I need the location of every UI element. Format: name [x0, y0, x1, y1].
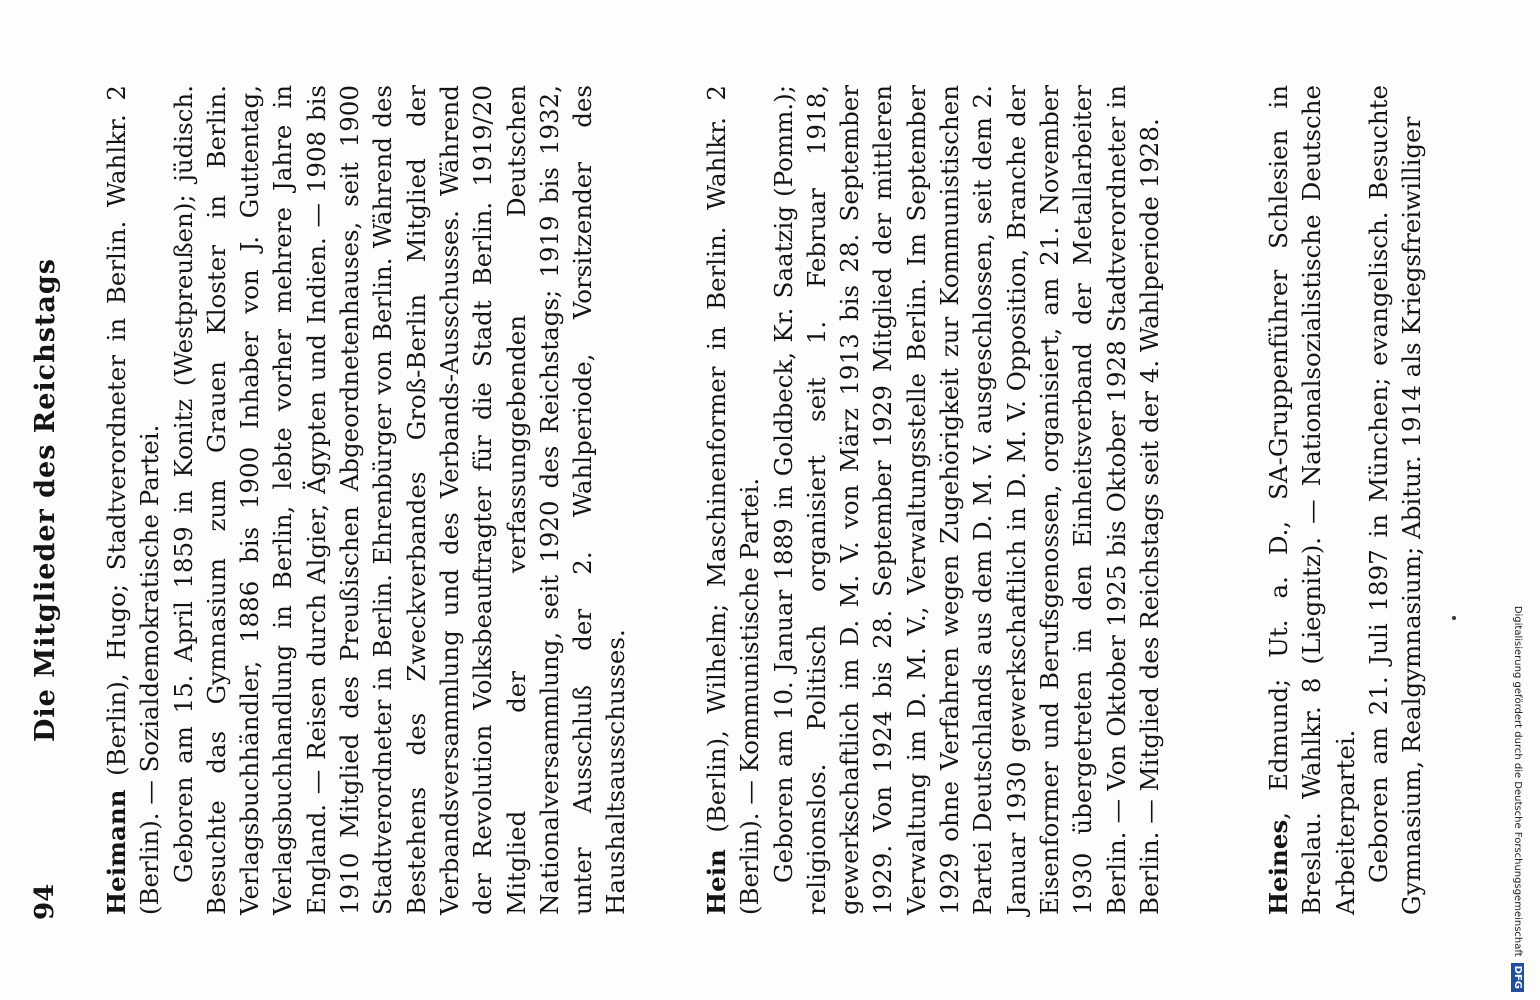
entry-name: Heimann	[102, 789, 131, 915]
entry-details: , Edmund; Ut. a. D., SA-Gruppenführer Schlesien in Breslau. Wahlkr. 8 (Liegnitz). — Nationalsozialistische Deutsche Arbeiterpartei.	[1264, 85, 1360, 915]
dfg-logo: DFG	[1511, 963, 1524, 992]
entry-biography: Geboren am 15. April 1859 in Konitz (Westpreußen); jüdisch. Besuchte das Gymnasium zum Grauen Kloster in Berlin. Verlagsbuchhändler, 1886 bis 1900 Inhaber von J. Guttentag, Verlagsbuchhandlung in Berlin, lebte vorher mehrere Jahre in England. — Reisen durch Algier, Ägypten und Indien. — 1908 bis 1910 Mitglied des Preußischen Abgeordnetenhauses, seit 1900 Stadtverordneter in Berlin. Ehrenbürger von Berlin. Während des Bestehens des Zweckverbandes Groß-Berlin Mitglied der Verbandsversammlung und des Verbands-Ausschusses. Während der Revolution Volksbeauftragter für die Stadt Berlin. 1919/20 Mitglied der verfassunggebenden Deutschen Nationalversammlung, seit 1920 des Reichstags; 1919 bis 1932, unter Ausschluß der 2. Wahlperiode, Vorsitzender des Haushaltsausschusses.	[168, 85, 631, 915]
entry-heading	[100, 85, 167, 915]
entry-heading	[700, 85, 767, 915]
scan-speck	[1452, 616, 1456, 620]
digitization-footer-text	[1495, 0, 1540, 1000]
entry-biography: Geboren am 10. Januar 1889 in Goldbeck, Kr. Saatzig (Pomm.); religionslos. Politisch organisiert seit 1. Februar 1918, gewerkschaftlich im D. M. V. von März 1913 bis 28. September 1929. Von 1924 bis 28. September 1929 Mitglied der mittleren Verwaltung im D. M. V., Verwaltungsstelle Berlin. Im September 1929 ohne Verfahren wegen Zugehörigkeit zur Kommunistischen Partei Deutschlands aus dem D. M. V. ausgeschlossen, seit dem 2. Januar 1930 gewerkschaftlich in D. M. V. Opposition, Branche der Eisenformer und Berufsgenossen, organisiert, am 21. November 1930 übergetreten in den Einheitsverband der Metallarbeiter Berlin. — Von Oktober 1925 bis Oktober 1928 Stadtverordneter in Berlin. — Mitglied des Reichstags seit der 4. Wahlperiode 1928.	[768, 85, 1164, 915]
page-header	[30, 0, 70, 1000]
page-number: 94	[30, 883, 60, 920]
dfg-credit: Digitalisierung gefördert durch die Deutsche Forschungsgemeinschaft	[1512, 605, 1523, 957]
entry-heimann	[100, 85, 633, 915]
digitization-footer	[1495, 0, 1540, 1000]
entry-hein	[700, 85, 1166, 915]
entry-details: (Berlin), Hugo; Stadtverordneter in Berlin. Wahlkr. 2 (Berlin). — Sozialdemokratische Partei.	[102, 85, 165, 915]
entry-name: Hein	[702, 849, 731, 915]
entry-heines	[1262, 85, 1428, 915]
entry-name: Heines	[1264, 819, 1293, 915]
entry-biography: Geboren am 21. Juli 1897 in München; evangelisch. Besuchte Gymnasium, Realgymnasium; Abitur. 1914 als Kriegsfreiwilliger	[1363, 85, 1427, 915]
running-title: Die Mitglieder des Reichstags	[30, 258, 61, 742]
entry-details: (Berlin), Wilhelm; Maschinenformer in Berlin. Wahlkr. 2 (Berlin). — Kommunistische Partei.	[702, 85, 765, 915]
entry-heading	[1262, 85, 1362, 915]
